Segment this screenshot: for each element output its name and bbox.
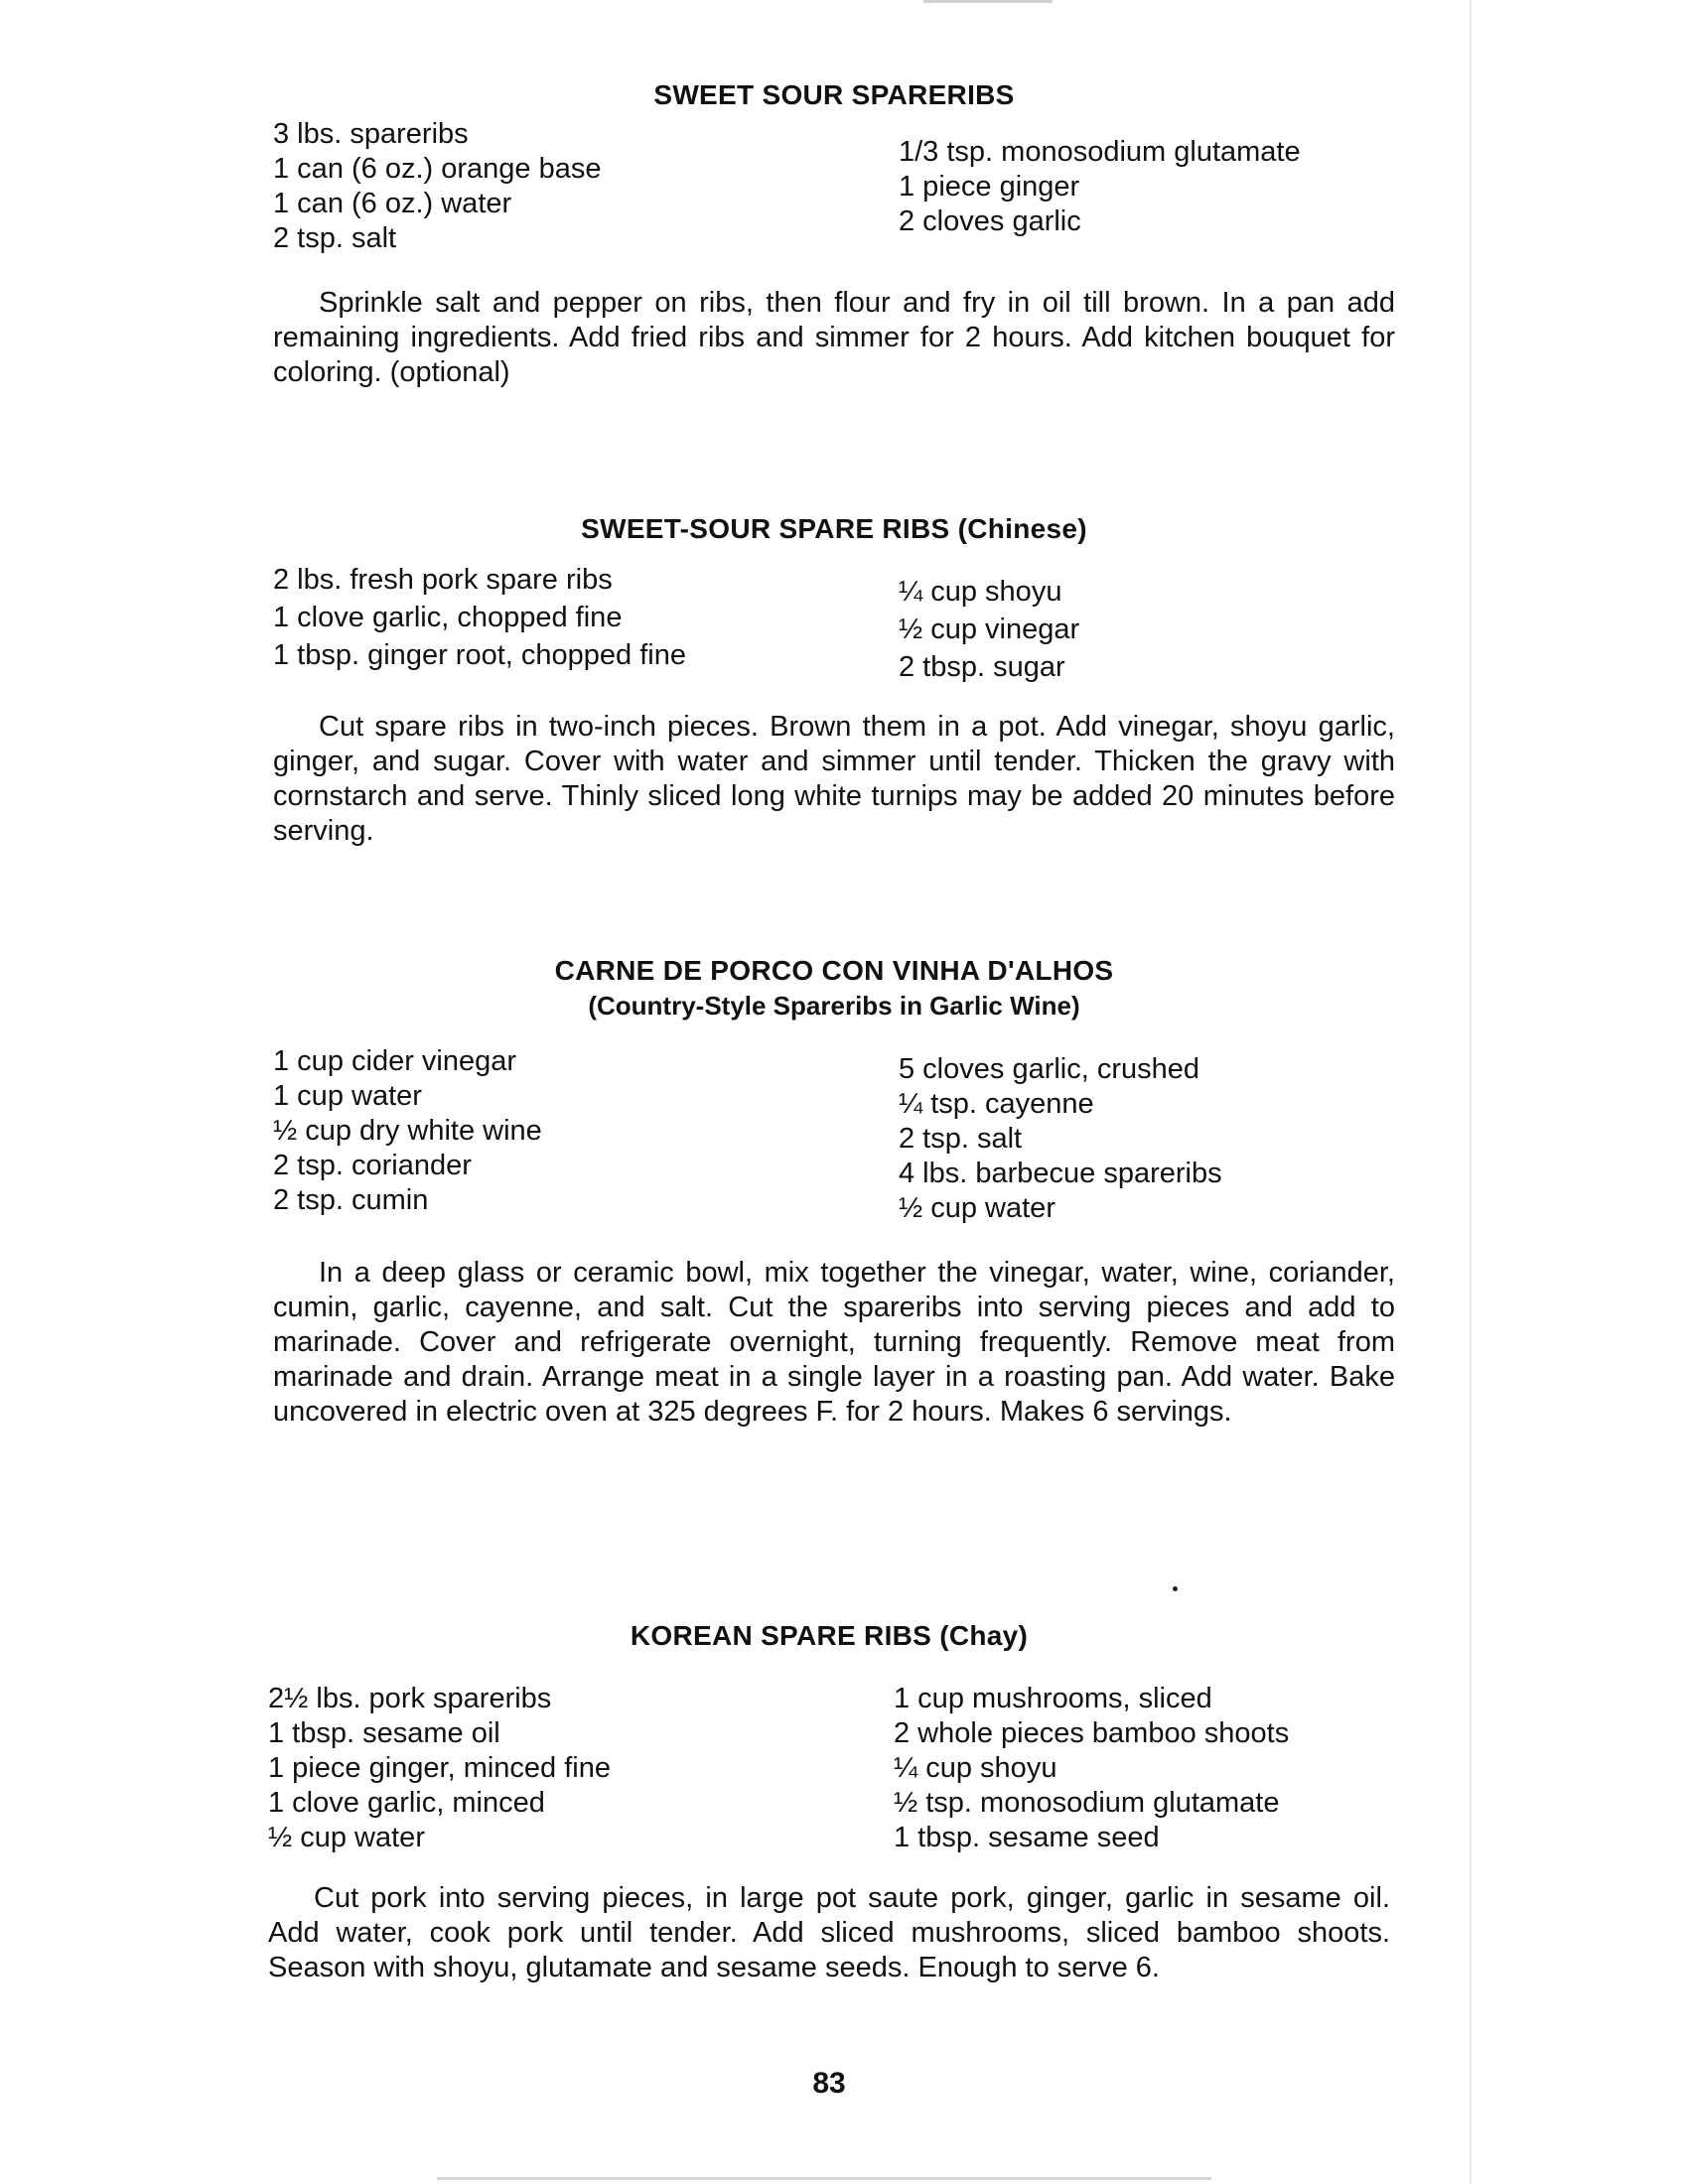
recipe-instructions: Sprinkle salt and pepper on ribs, then flour and fry in oil till brown. In a pan add remaining ingredients. Add fried ribs and simmer for 2 hours. Add kitchen bouquet for coloring. (optional) xyxy=(273,287,1395,388)
ingredient: ¼ cup shoyu xyxy=(894,1752,1057,1784)
ingredient: 2 tbsp. sugar xyxy=(899,651,1065,683)
ingredient-column-left xyxy=(273,1044,899,1226)
ingredient: 2 lbs. fresh pork spare ribs xyxy=(273,564,613,596)
top-rule xyxy=(923,0,1053,3)
ingredient: ½ tsp. monosodium glutamate xyxy=(894,1787,1280,1819)
ingredient: 2 tsp. cumin xyxy=(273,1184,429,1216)
ingredient: 2 tsp. salt xyxy=(899,1123,1023,1155)
recipe-instructions: Cut spare ribs in two-inch pieces. Brown them in a pot. Add vinegar, shoyu garlic, ginger, and sugar. Cover with water and simmer until tender. Thicken the gravy with cornstarch and serve. Thinly sliced long white turnips may be added 20 minutes before serving. xyxy=(273,711,1395,847)
ingredient: 1 clove garlic, chopped fine xyxy=(273,602,623,633)
ingredient-list xyxy=(273,561,1395,686)
ingredient: 1 can (6 oz.) water xyxy=(273,188,512,219)
ingredient-column-left xyxy=(273,117,899,256)
ingredient: 1 tbsp. ginger root, chopped fine xyxy=(273,639,686,671)
ingredient: 2 tsp. salt xyxy=(273,222,397,254)
stray-mark xyxy=(1173,1586,1178,1591)
recipe-instructions: In a deep glass or ceramic bowl, mix together the vinegar, water, wine, coriander, cumin, garlic, cayenne, and salt. Cut the spareribs into serving pieces and add to marinade. Cover and refrigerate overnight, turning frequently. Remove meat from marinade and drain. Arrange meat in a single layer in a roasting pan. Add water. Bake uncovered in electric oven at 325 degrees F. for 2 hours. Makes 6 servings. xyxy=(273,1257,1395,1428)
page-number: 83 xyxy=(812,2067,846,2100)
recipe-korean-spare-ribs xyxy=(268,1618,1390,1985)
recipe-carne-de-porco xyxy=(273,953,1395,1430)
ingredient: 1 cup cider vinegar xyxy=(273,1045,517,1077)
ingredient: 2 tsp. coriander xyxy=(273,1150,472,1181)
ingredient-list xyxy=(273,117,1395,256)
ingredient-column-right xyxy=(899,561,1395,686)
recipe-instructions: Cut pork into serving pieces, in large pot saute pork, ginger, garlic in sesame oil. Add water, cook pork until tender. Add sliced mushrooms, sliced bamboo shoots. Season with shoyu, glutamate and sesame seeds. Enough to serve 6. xyxy=(268,1882,1390,1983)
ingredient: 5 cloves garlic, crushed xyxy=(899,1053,1200,1085)
bottom-rule xyxy=(437,2177,1211,2180)
recipe-title: KOREAN SPARE RIBS (Chay) xyxy=(630,1620,1029,1651)
ingredient: 1 tbsp. sesame seed xyxy=(894,1822,1160,1853)
ingredient: 3 lbs. spareribs xyxy=(273,118,469,150)
ingredient: ½ cup vinegar xyxy=(899,614,1080,645)
page-edge xyxy=(1470,0,1472,2184)
recipe-sweet-sour-spareribs xyxy=(273,77,1395,390)
recipe-title: SWEET-SOUR SPARE RIBS (Chinese) xyxy=(581,513,1087,544)
ingredient: 1 piece ginger, minced fine xyxy=(268,1752,611,1784)
ingredient: 1 tbsp. sesame oil xyxy=(268,1717,500,1749)
recipe-subtitle: (Country-Style Spareribs in Garlic Wine) xyxy=(588,991,1080,1021)
ingredient: 4 lbs. barbecue spareribs xyxy=(899,1158,1222,1189)
ingredient-column-left xyxy=(268,1682,894,1855)
recipe-title: CARNE DE PORCO CON VINHA D'ALHOS xyxy=(554,955,1114,986)
ingredient: ¼ cup shoyu xyxy=(899,576,1062,608)
recipe-sweet-sour-spare-ribs-chinese xyxy=(273,511,1395,849)
ingredient-column-right xyxy=(899,1044,1395,1226)
ingredient: 1 clove garlic, minced xyxy=(268,1787,545,1819)
ingredient: 2½ lbs. pork spareribs xyxy=(268,1683,552,1714)
ingredient: 1 piece ginger xyxy=(899,171,1080,203)
ingredient: ½ cup water xyxy=(268,1822,425,1853)
ingredient: 1 cup mushrooms, sliced xyxy=(894,1683,1212,1714)
ingredient-column-right xyxy=(894,1682,1390,1855)
ingredient: ¼ tsp. cayenne xyxy=(899,1088,1094,1120)
ingredient-list xyxy=(273,1044,1395,1226)
ingredient: 1 cup water xyxy=(273,1080,422,1112)
ingredient-column-right xyxy=(899,117,1395,256)
ingredient: 2 cloves garlic xyxy=(899,205,1081,237)
ingredient-list xyxy=(268,1682,1390,1855)
recipe-title: SWEET SOUR SPARERIBS xyxy=(653,79,1015,110)
ingredient: ½ cup water xyxy=(899,1192,1055,1224)
ingredient: 2 whole pieces bamboo shoots xyxy=(894,1717,1290,1749)
ingredient-column-left xyxy=(273,561,899,686)
ingredient: 1/3 tsp. monosodium glutamate xyxy=(899,136,1301,168)
ingredient: 1 can (6 oz.) orange base xyxy=(273,153,602,185)
ingredient: ½ cup dry white wine xyxy=(273,1115,542,1147)
